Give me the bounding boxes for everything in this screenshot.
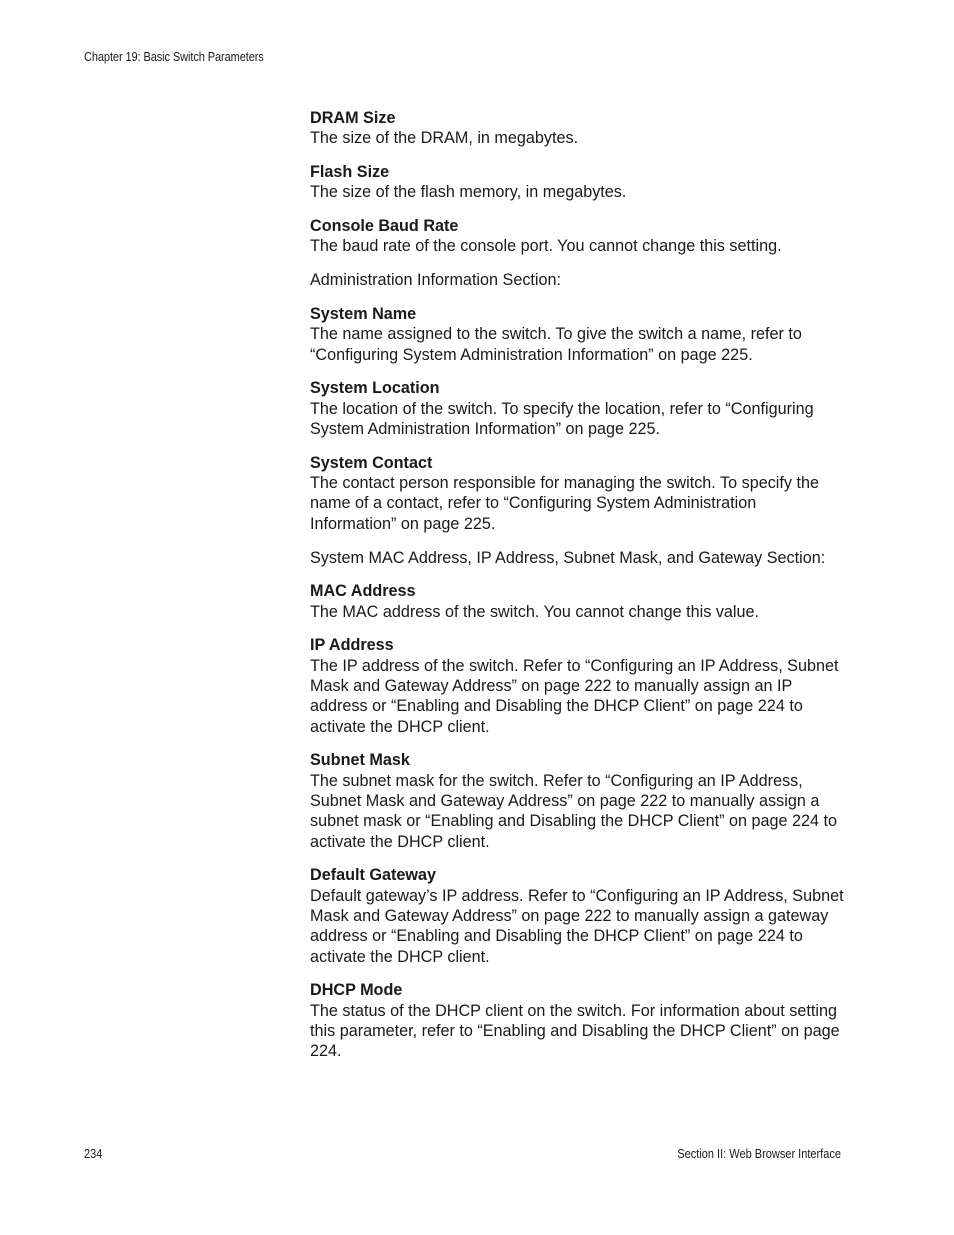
- page-number: 234: [84, 1147, 103, 1161]
- definition-entry: [310, 980, 845, 1061]
- term-ip-address: IP Address: [310, 636, 394, 655]
- definition-entry: [310, 162, 845, 203]
- term-dhcp-mode: DHCP Mode: [310, 981, 403, 1000]
- term-system-contact: System Contact: [310, 453, 433, 472]
- term-system-name: System Name: [310, 305, 417, 324]
- main-content: [310, 108, 845, 1075]
- term-dram-size: DRAM Size: [310, 109, 396, 127]
- definition-entry: [310, 635, 845, 736]
- term-flash-size: Flash Size: [310, 163, 390, 182]
- desc-subnet-mask: The subnet mask for the switch. Refer to “Configuring an IP Address, Subnet Mask and Gateway Address” on page 222 to manually assign a subnet mask or “Enabling and Disabling the DHCP Client” on page 224 to activate the DHCP client.: [310, 771, 838, 851]
- term-subnet-mask: Subnet Mask: [310, 751, 410, 770]
- section-intro-admin: Administration Information Section:: [310, 271, 562, 290]
- desc-console-baud-rate: The baud rate of the console port. You cannot change this setting.: [310, 237, 782, 256]
- definition-entry: [310, 304, 845, 365]
- definition-entry: [310, 378, 845, 439]
- desc-system-name: The name assigned to the switch. To give the switch a name, refer to “Configuring System Administration Information” on page 225.: [310, 325, 802, 364]
- desc-system-location: The location of the switch. To specify the location, refer to “Configuring System Administration Information” on page 225.: [310, 399, 814, 439]
- running-header: Chapter 19: Basic Switch Parameters: [84, 50, 264, 64]
- term-default-gateway: Default Gateway: [310, 866, 436, 885]
- running-footer-section: Section II: Web Browser Interface: [677, 1147, 841, 1161]
- definition-entry: [310, 581, 845, 622]
- term-mac-address: MAC Address: [310, 582, 416, 601]
- definition-entry: [310, 865, 845, 966]
- definition-entry: [310, 216, 845, 257]
- term-system-location: System Location: [310, 379, 440, 398]
- desc-default-gateway: Default gateway’s IP address. Refer to “Configuring an IP Address, Subnet Mask and Gateway Address” on page 222 to manually assign a gateway address or “Enabling and Disabling the DHCP Client” on page 224 to activate the DHCP client.: [310, 886, 844, 966]
- definition-entry: [310, 108, 845, 149]
- desc-flash-size: The size of the flash memory, in megabytes.: [310, 183, 627, 202]
- section-intro-mac: System MAC Address, IP Address, Subnet Mask, and Gateway Section:: [310, 548, 826, 567]
- term-console-baud-rate: Console Baud Rate: [310, 217, 459, 236]
- desc-ip-address: The IP address of the switch. Refer to “Configuring an IP Address, Subnet Mask and Gateway Address” on page 222 to manually assign an IP address or “Enabling and Disabling the DHCP Client” on page 224 to activate the DHCP client.: [310, 656, 839, 736]
- definition-entry: [310, 750, 845, 851]
- desc-mac-address: The MAC address of the switch. You cannot change this value.: [310, 602, 760, 621]
- desc-dram-size: The size of the DRAM, in megabytes.: [310, 129, 579, 148]
- definition-entry: [310, 453, 845, 534]
- desc-dhcp-mode: The status of the DHCP client on the switch. For information about setting this parameter, refer to “Enabling and Disabling the DHCP Client” on page 224.: [310, 1001, 840, 1061]
- desc-system-contact: The contact person responsible for managing the switch. To specify the name of a contact, refer to “Configuring System Administration Information” on page 225.: [310, 474, 819, 533]
